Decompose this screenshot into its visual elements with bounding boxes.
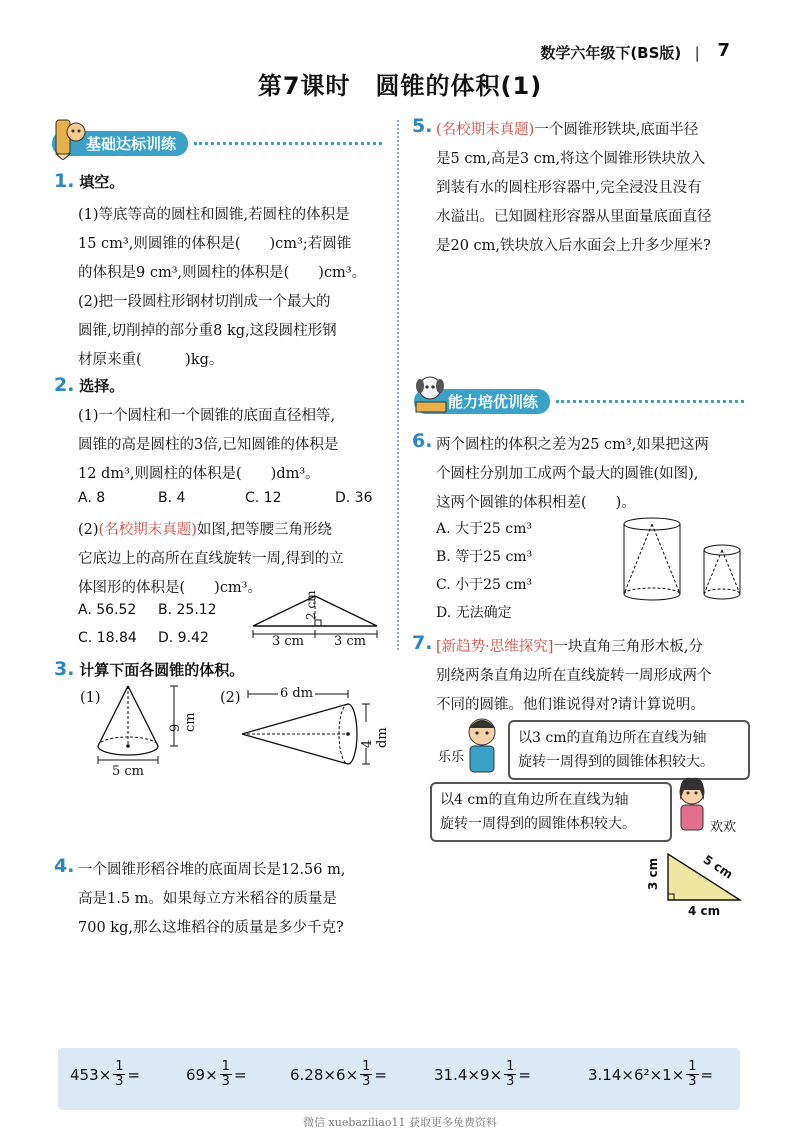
cylinders-cones-figure xyxy=(618,514,748,604)
book-header xyxy=(540,42,700,63)
fraction: $\frac{1}{3}$ xyxy=(688,1059,697,1089)
cone2-length-label: 6 dm xyxy=(280,686,314,701)
calc-equals: = xyxy=(127,1065,141,1084)
question-6 xyxy=(412,430,432,452)
column-divider xyxy=(397,120,400,650)
q7-first-text: 一块直角三角形木板,分 xyxy=(553,639,704,655)
speech2-line-1: 以4 cm的直角边所在直线为轴 xyxy=(440,792,629,808)
q2-p1-line-1: (1)一个圆柱和一个圆锥的底面直径相等, xyxy=(78,408,336,424)
header-separator: | xyxy=(694,44,700,62)
question-number: 4. xyxy=(54,855,75,877)
triangle-height-label: 2 cm xyxy=(304,590,318,620)
question-7 xyxy=(412,632,432,654)
calc-item-5 xyxy=(588,1060,713,1089)
banner-dots xyxy=(194,142,382,145)
q6-option-d: D. 无法确定 xyxy=(436,605,512,621)
cone1-height-label: 9 cm xyxy=(168,712,198,732)
q2-p2-option-a: A. 56.52 xyxy=(78,602,137,618)
q7-line-3: 不同的圆锥。他们谁说得对?请计算说明。 xyxy=(436,697,705,713)
q1-line-6: 材原来重( )kg。 xyxy=(78,352,224,368)
boy-character-icon xyxy=(460,716,504,778)
speech1-line-2: 旋转一周得到的圆锥体积较大。 xyxy=(518,754,714,770)
question-number: 1. xyxy=(54,170,75,192)
q5-tag: (名校期末真题) xyxy=(436,122,535,138)
q5-first-text: 一个圆锥形铁块,底面半径 xyxy=(534,122,699,138)
q7-tag: [新趋势·思维探究] xyxy=(436,639,554,655)
q2-p2-line-3: 体图形的体积是( )cm³。 xyxy=(78,580,262,596)
question-1 xyxy=(54,170,394,192)
speech-bubble-huanhuan xyxy=(430,782,672,842)
calc-item-4 xyxy=(434,1060,531,1089)
q2-p2-prefix: (2) xyxy=(78,522,99,538)
right-triangle-figure xyxy=(640,846,750,924)
speaker-huanhuan: 欢欢 xyxy=(710,820,737,835)
banner-dots xyxy=(556,400,744,403)
q7-line-1 xyxy=(436,635,703,656)
question-2 xyxy=(54,374,124,396)
q2-p2-text: 如图,把等腰三角形绕 xyxy=(196,522,332,538)
fraction: $\frac{1}{3}$ xyxy=(506,1059,515,1089)
q4-line-2: 高是1.5 m。如果每立方米稻谷的质量是 xyxy=(78,891,337,907)
calc-equals: = xyxy=(700,1065,714,1084)
book-title: 数学六年级下(BS版) xyxy=(540,44,682,62)
section-label: 基础达标训练 xyxy=(52,131,188,156)
girl-character-icon xyxy=(672,776,712,836)
cone-figure-2 xyxy=(236,684,390,770)
speaker-lele: 乐乐 xyxy=(438,750,465,765)
q6-option-b: B. 等于25 cm³ xyxy=(436,549,533,565)
q6-line-3: 这两个圆锥的体积相差( )。 xyxy=(436,495,636,511)
cone2-diameter-label: 4 dm xyxy=(360,722,390,748)
question-number: 2. xyxy=(54,374,75,396)
q1-line-5: 圆锥,切削掉的部分重8 kg,这段圆柱形钢 xyxy=(78,323,337,339)
fraction: $\frac{1}{3}$ xyxy=(221,1059,230,1089)
calc-prefix: 69× xyxy=(186,1065,218,1084)
calc-prefix: 3.14×6²×1× xyxy=(588,1065,685,1084)
q5-line-3: 到装有水的圆柱形容器中,完全浸没且没有 xyxy=(436,180,702,196)
calc-equals: = xyxy=(233,1065,247,1084)
q2-p1-option-d: D. 36 xyxy=(335,490,373,506)
calc-prefix: 453× xyxy=(70,1065,112,1084)
q2-p2-option-d: D. 9.42 xyxy=(158,630,209,646)
triangle-hypotenuse-label: 5 cm xyxy=(700,852,736,882)
calc-prefix: 6.28×6× xyxy=(290,1065,359,1084)
question-number: 6. xyxy=(412,430,433,452)
calc-prefix: 31.4×9× xyxy=(434,1065,503,1084)
q2-p1-option-a: A. 8 xyxy=(78,490,106,506)
section-label: 能力培优训练 xyxy=(414,389,550,414)
q2-p1-option-b: B. 4 xyxy=(158,490,186,506)
question-label: 填空。 xyxy=(79,173,125,191)
calc-equals: = xyxy=(518,1065,531,1084)
q2-p2-line-1 xyxy=(78,518,332,539)
q6-line-1: 两个圆柱的体积之差为25 cm³,如果把这两 xyxy=(436,437,709,453)
triangle-leg-a-label: 3 cm xyxy=(646,857,660,890)
calc-item-1 xyxy=(70,1060,140,1089)
fraction: $\frac{1}{3}$ xyxy=(362,1059,371,1089)
question-5 xyxy=(412,115,432,137)
dog-mascot-icon xyxy=(414,374,450,420)
question-4 xyxy=(54,855,74,877)
calc-equals: = xyxy=(374,1065,387,1084)
q2-p2-tag: (名校期末真题) xyxy=(98,522,197,538)
watermark-note: 微信 xuebaziliao11 获取更多免费资料 xyxy=(303,1116,497,1129)
triangle-leg-b-label: 4 cm xyxy=(688,904,721,918)
q1-line-3: 的体积是9 cm³,则圆柱的体积是( )cm³。 xyxy=(78,265,367,281)
fraction: $\frac{1}{3}$ xyxy=(115,1059,124,1089)
section-banner-advanced xyxy=(414,388,744,414)
q1-line-1: (1)等底等高的圆柱和圆锥,若圆柱的体积是 xyxy=(78,207,350,223)
q2-p1-option-c: C. 12 xyxy=(245,490,282,506)
page-title: 第7课时 圆锥的体积(1) xyxy=(257,72,543,100)
q5-line-4: 水溢出。已知圆柱形容器从里面量底面直径 xyxy=(436,209,712,225)
q4-line-1: 一个圆锥形稻谷堆的底面周长是12.56 m, xyxy=(78,862,346,878)
calc-item-3 xyxy=(290,1060,387,1089)
triangle-base-left-label: 3 cm xyxy=(272,634,305,649)
speech2-line-2: 旋转一周得到的圆锥体积较大。 xyxy=(440,816,636,832)
q5-line-2: 是5 cm,高是3 cm,将这个圆锥形铁块放入 xyxy=(436,151,706,167)
cone1-diameter-label: 5 cm xyxy=(112,764,145,779)
q3-figure-1-index: (1) xyxy=(80,690,101,706)
question-number: 3. xyxy=(54,658,75,680)
question-number: 7. xyxy=(412,632,433,654)
q5-line-5: 是20 cm,铁块放入后水面会上升多少厘米? xyxy=(436,238,711,254)
q2-p2-line-2: 它底边上的高所在直线旋转一周,得到的立 xyxy=(78,551,344,567)
q2-p2-option-c: C. 18.84 xyxy=(78,630,137,646)
cone-figure-1 xyxy=(94,684,198,780)
q6-option-a: A. 大于25 cm³ xyxy=(436,521,533,537)
isosceles-triangle-figure xyxy=(248,586,388,656)
q6-option-c: C. 小于25 cm³ xyxy=(436,577,533,593)
calc-item-2 xyxy=(186,1060,247,1089)
q1-line-4: (2)把一段圆柱形钢材切削成一个最大的 xyxy=(78,294,331,310)
question-3 xyxy=(54,658,244,680)
page-number: 7 xyxy=(717,40,730,61)
q4-line-3: 700 kg,那么这堆稻谷的质量是多少千克? xyxy=(78,920,344,936)
q6-line-2: 个圆柱分别加工成两个最大的圆锥(如图), xyxy=(436,466,699,482)
q7-line-2: 别绕两条直角边所在直线旋转一周形成两个 xyxy=(436,668,712,684)
q3-figure-2-index: (2) xyxy=(220,690,241,706)
q2-p2-option-b: B. 25.12 xyxy=(158,602,217,618)
question-label: 选择。 xyxy=(79,377,125,395)
q2-p1-line-2: 圆锥的高是圆柱的3倍,已知圆锥的体积是 xyxy=(78,437,339,453)
speech-bubble-lele xyxy=(508,720,750,780)
triangle-base-right-label: 3 cm xyxy=(334,634,367,649)
q5-line-1 xyxy=(436,118,698,139)
speech1-line-1: 以3 cm的直角边所在直线为轴 xyxy=(518,730,707,746)
q1-line-2: 15 cm³,则圆锥的体积是( )cm³;若圆锥 xyxy=(78,236,352,252)
question-number: 5. xyxy=(412,115,433,137)
q2-p1-line-3: 12 dm³,则圆柱的体积是( )dm³。 xyxy=(78,466,320,482)
section-banner-basic xyxy=(52,130,382,156)
pencil-mascot-icon xyxy=(52,116,86,164)
question-label: 计算下面各圆锥的体积。 xyxy=(79,661,245,679)
